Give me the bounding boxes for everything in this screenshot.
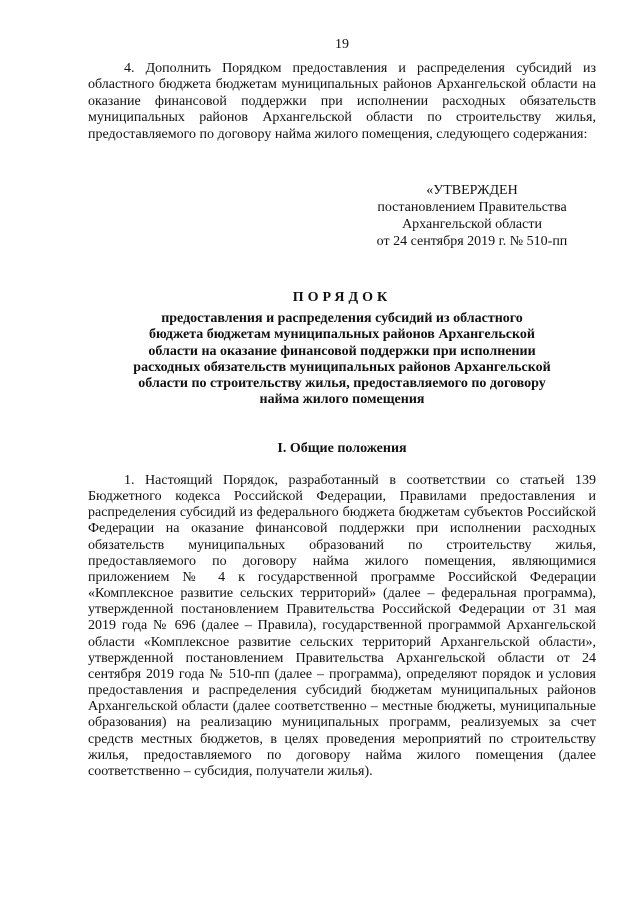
document-subtitle (88, 311, 596, 409)
subtitle-line: расходных обязательств муниципальных районов Архангельской (133, 359, 551, 375)
approval-line-region: Архангельской области (402, 217, 542, 232)
section-paragraph-1: 1. Настоящий Порядок, разработанный в соответствии со статьей 139 Бюджетного кодекса Российской Федерации, Правилами предоставления и распределения субсидий из федерального бюджета бюджетам субъектов Российской Федерации на оказание финансовой поддержки при исполнении расходных обязательств муниципальных образований по строительству жилья, предоставляемого по договору найма жилого помещения, являющимися приложением № 4 к государственной программе Российской Федерации «Комплексное развитие сельских территорий» (далее – федеральная программа), утвержденной постановлением Правительства Российской Федерации от 31 мая 2019 года № 696 (далее – Правила), государственной программой Архангельской области «Комплексное развитие сельских территорий Архангельской области», утвержденной постановлением Правительства Архангельской области от 24 сентября 2019 года № 510-пп (далее – программа), определяют порядок и условия предоставления и распределения субсидий бюджетам муниципальных районов Архангельской области (далее соответственно – местные бюджеты, муниципальные образования) на реализацию муниципальных программ, реализуемых за счет средств местных бюджетов, в целях проведения мероприятий по строительству жилья, предоставляемого по договору найма жилого помещения (далее соответственно – субсидия, получатели жилья). (88, 473, 596, 779)
document-title: ПОРЯДОК (292, 290, 392, 305)
approval-line-date: от 24 сентября 2019 г. № 510-пп (376, 234, 568, 249)
subtitle-line: области по строительству жилья, предоставляемого по договору (138, 376, 546, 392)
section-heading: I. Общие положения (277, 441, 407, 456)
intro-paragraph: 4. Дополнить Порядком предоставления и распределения субсидий из областного бюджета бюджетам муниципальных районов Архангельской области на оказание финансовой поддержки при исполнении расходных обязательств муниципальных районов Архангельской области по строительству жилья, предоставляемого по договору найма жилого помещения, следующего содержания: (88, 61, 596, 142)
subtitle-line: бюджета бюджетам муниципальных районов Архангельской (149, 327, 535, 343)
document-page (88, 0, 596, 905)
approval-line-approved: «УТВЕРЖДЕН (426, 183, 518, 198)
subtitle-line: найма жилого помещения (259, 392, 425, 408)
approval-line-resolution: постановлением Правительства (377, 200, 567, 215)
page-number: 19 (335, 37, 349, 52)
subtitle-line: области на оказание финансовой поддержки при исполнении (148, 343, 536, 359)
approval-stamp (348, 182, 596, 250)
subtitle-line: предоставления и распределения субсидий из областного (161, 311, 523, 326)
